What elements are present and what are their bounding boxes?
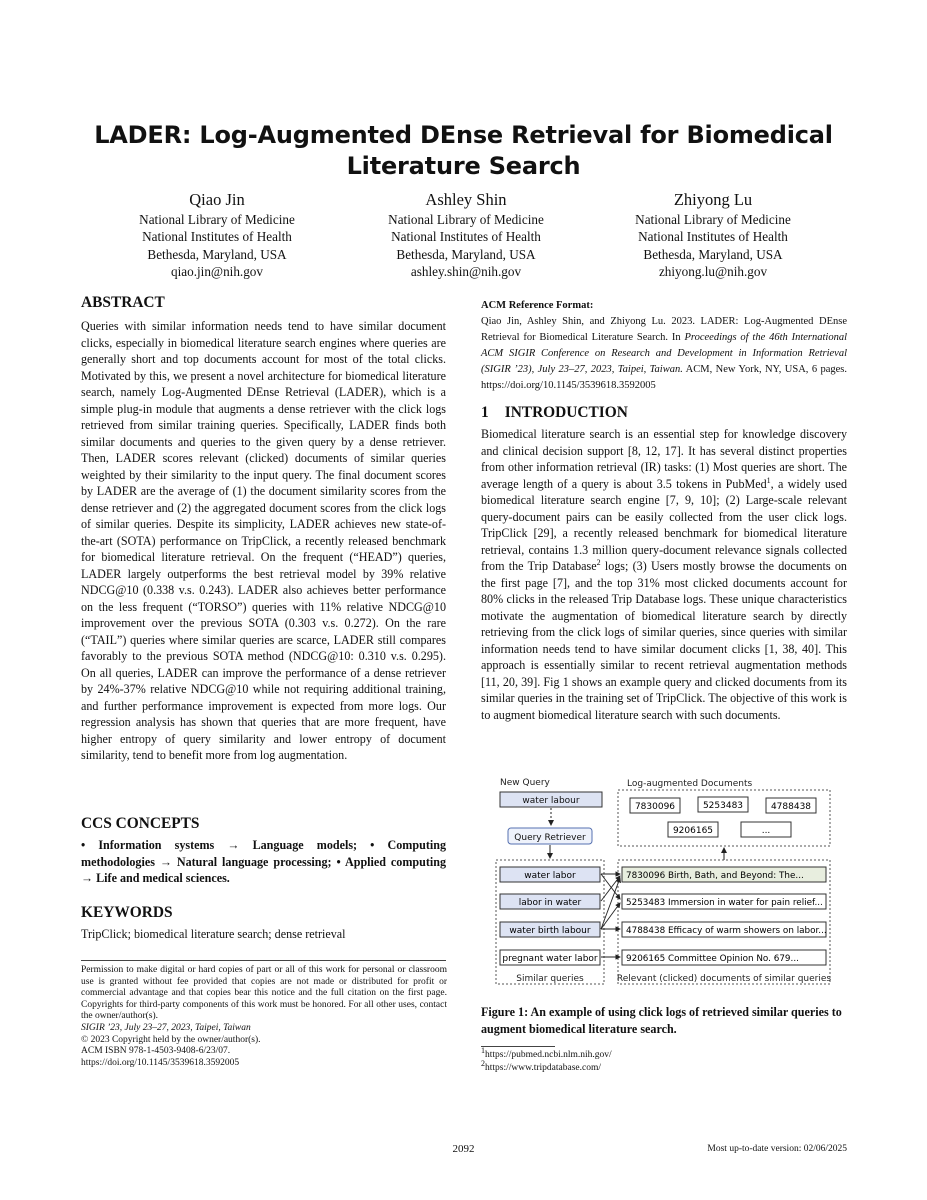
author-location: Bethesda, Maryland, USA bbox=[147, 246, 287, 262]
relevant-doc-text: 5253483 Immersion in water for pain relief... bbox=[626, 898, 823, 908]
figure-1-diagram bbox=[490, 772, 838, 992]
copyright-line: © 2023 Copyright held by the owner/author(s). bbox=[81, 1034, 261, 1045]
acm-reference-doi: ACM, New York, NY, USA, 6 pages. https://doi.org/10.1145/3539618.3592005 bbox=[481, 364, 847, 391]
footnote-1 bbox=[481, 1045, 612, 1062]
log-doc-id: 9206165 bbox=[672, 826, 714, 836]
relevant-doc-text: 4788438 Efficacy of warm showers on labor... bbox=[626, 926, 827, 936]
acm-reference-text bbox=[481, 314, 847, 394]
log-doc-id: 5253483 bbox=[702, 801, 744, 811]
acm-reference-authors: Qiao Jin, Ashley Shin, and Zhiyong Lu. 2023. LADER: Log-Augmented DEnse Retrieval for Biomedical Literature Search. In bbox=[481, 316, 847, 343]
intro-part-1: Biomedical literature search is an essential step for knowledge discovery and clinical decision support [8, 12, 17]. It has several distinct properties from other information retrieval (IR) tasks: (1) Most queries are short. The average length of a query is about 3.5 tokens in PubMed bbox=[481, 427, 847, 491]
intro-text bbox=[481, 426, 847, 723]
footnote-mark: 1 bbox=[766, 475, 771, 485]
footnote-2-url[interactable]: https://www.tripdatabase.com/ bbox=[485, 1063, 601, 1073]
acm-reference-heading: ACM Reference Format: bbox=[481, 300, 594, 311]
intro-heading bbox=[481, 404, 628, 422]
author-affiliation: National Institutes of Health bbox=[638, 229, 788, 245]
acm-reference-venue: Proceedings of the 46th International ACM SIGIR Conference on Research and Development in Information Retrieval (SIGIR ’23), July 23–27, 2023, Taipei, Taiwan. bbox=[481, 332, 847, 375]
ccs-concepts: • Information systems → Language models; • Computing methodologies → Natural language processing; • Applied computing → Life and medical sciences. bbox=[81, 838, 446, 885]
permission-divider bbox=[81, 960, 446, 961]
paper-title bbox=[80, 120, 847, 182]
footnote-mark: 2 bbox=[596, 557, 601, 567]
author-email: qiao.jin@nih.gov bbox=[171, 263, 263, 279]
acm-reference bbox=[481, 298, 847, 394]
abstract-heading: ABSTRACT bbox=[81, 294, 165, 311]
footnote-1-mark: 1 bbox=[481, 1045, 485, 1055]
log-docs-label: Log-augmented Documents bbox=[627, 779, 753, 789]
author-affiliation: National Library of Medicine bbox=[635, 212, 791, 227]
author-affiliation: National Library of Medicine bbox=[388, 212, 544, 227]
permission-text: Permission to make digital or hard copies of part or all of this work for personal or classroom use is granted without fee provided that copies are not made or distributed for profit or commercial advantage and that copies bear this notice and the full citation on the first page. Copyrights for third-party components of this work must be honored. For all other uses, contact the owner/author(s). bbox=[81, 965, 447, 1022]
author-affiliation: National Institutes of Health bbox=[391, 229, 541, 245]
keywords-text: TripClick; biomedical literature search; dense retrieval bbox=[81, 927, 346, 941]
relevant-docs-label: Relevant (clicked) documents of similar queries bbox=[616, 974, 832, 984]
conference-line: SIGIR ’23, July 23–27, 2023, Taipei, Taiwan bbox=[81, 1022, 251, 1033]
author-block-2 bbox=[346, 189, 586, 280]
ccs-heading: CCS CONCEPTS bbox=[81, 815, 200, 832]
title-line-1: LADER: Log-Augmented DEnse Retrieval for Biomedical bbox=[94, 121, 833, 149]
relevant-doc-text: 9206165 Committee Opinion No. 679... bbox=[626, 954, 799, 964]
log-doc-ellipsis: ... bbox=[761, 826, 771, 836]
page-number: 2092 bbox=[452, 1143, 475, 1155]
figure-caption: Figure 1: An example of using click logs of retrieved similar queries to augment biomedical literature search. bbox=[481, 1005, 842, 1036]
permission-block bbox=[81, 965, 447, 1069]
similar-queries-label: Similar queries bbox=[516, 974, 584, 984]
author-name: Qiao Jin bbox=[189, 190, 245, 209]
footnote-2 bbox=[481, 1058, 601, 1075]
similar-query-text: water labor bbox=[524, 871, 576, 881]
similar-query-text: pregnant water labor bbox=[502, 954, 598, 964]
isbn-line: ACM ISBN 978-1-4503-9408-6/23/07. bbox=[81, 1046, 231, 1057]
author-location: Bethesda, Maryland, USA bbox=[643, 246, 783, 262]
version-note: Most up-to-date version: 02/06/2025 bbox=[707, 1144, 847, 1154]
author-name: Ashley Shin bbox=[425, 190, 507, 209]
author-block-1 bbox=[97, 189, 337, 280]
log-doc-id: 7830096 bbox=[634, 802, 676, 812]
new-query-text: water labour bbox=[522, 796, 580, 806]
footnote-divider bbox=[481, 1046, 555, 1047]
doi-line: https://doi.org/10.1145/3539618.3592005 bbox=[81, 1057, 240, 1068]
new-query-label: New Query bbox=[500, 778, 550, 788]
footnote-1-url[interactable]: https://pubmed.ncbi.nlm.nih.gov/ bbox=[485, 1050, 612, 1060]
author-affiliation: National Library of Medicine bbox=[139, 212, 295, 227]
intro-part-2: , a widely used biomedical literature search engine [7, 9, 10]; (2) Large-scale relevant query-document pairs can be easily collected from the user click logs. TripClick [29], a recently released benchmark for biomedical literature retrieval, contains 1.3 million query-document relevance signals collected from the Trip Database bbox=[481, 476, 847, 573]
section-number: 1 bbox=[481, 404, 489, 421]
author-name: Zhiyong Lu bbox=[673, 190, 753, 209]
query-retriever-text: Query Retriever bbox=[514, 833, 586, 843]
footnote-2-mark: 2 bbox=[481, 1058, 485, 1068]
author-location: Bethesda, Maryland, USA bbox=[396, 246, 536, 262]
intro-part-3: logs; (3) Users mostly browse the documents on the first page [7], and the top 31% most clicked documents account for 80% clicks in the released Trip Database logs. These unique characteristics motivate the augmentation of biomedical literature search by directly retrieving from the click logs of similar queries, since queries with similar information needs tend to have similar document clicks [1, 38, 40]. This approach is essentially similar to recent retrieval augmentation methods [11, 20, 39]. Fig 1 shows an example query and clicked documents from its similar queries in the training set of TripClick. The objective of this work is to augment biomedical literature search with such documents. bbox=[481, 559, 847, 722]
similar-query-text: labor in water bbox=[518, 898, 582, 908]
log-doc-id: 4788438 bbox=[770, 802, 812, 812]
author-email: ashley.shin@nih.gov bbox=[410, 263, 522, 279]
section-title: INTRODUCTION bbox=[504, 404, 628, 421]
author-block-3 bbox=[593, 189, 833, 280]
title-line-2: Literature Search bbox=[346, 152, 581, 180]
abstract-text: Queries with similar information needs tend to have similar document clicks, especially in biomedical literature search engines where queries are generally short and top documents account for most of the total clicks. Motivated by this, we present a novel architecture for biomedical literature search, namely Log-Augmented DEnse Retrieval (LADER), which is a simple plug-in module that augments a dense retriever with the click logs retrieved from similar training queries. Specifically, LADER finds both similar documents and queries to the given query by a dense retriever. Then, LADER scores relevant (clicked) documents of similar queries weighted by their similarity to the input query. The final document scores by LADER are the average of (1) the document similarity scores from the dense retriever and (2) the aggregated document scores from the click logs of similar queries. Despite its simplicity, LADER achieves new state-of-the-art (SOTA) performance on TripClick, a recently released benchmark for biomedical literature retrieval. On the frequent (“HEAD”) queries, LADER largely outperforms the best retrieval model by 39% relative NDCG@10 (0.338 v.s. 0.243). LADER also achieves better performance on the less frequent (“TORSO”) queries with 11% relative NDCG@10 improvement over the previous SOTA (0.303 v.s. 0.272). On the rare (“TAIL”) queries where similar queries are scarce, LADER still compares favorably to the previous SOTA method (NDCG@10: 0.310 v.s. 0.295). On all queries, LADER can improve the performance of a dense retriever by 24%-37% relative NDCG@10 while not requiring additional training, and further performance improvement is expected from more logs. Our regression analysis has shown that queries that are more frequent, have higher entropy of query similarity and lower entropy of document similarity, tend to benefit more from log augmentation. bbox=[81, 319, 446, 762]
author-email: zhiyong.lu@nih.gov bbox=[658, 263, 768, 279]
similar-query-text: water birth labour bbox=[509, 926, 591, 936]
author-affiliation: National Institutes of Health bbox=[142, 229, 292, 245]
relevant-doc-text: 7830096 Birth, Bath, and Beyond: The... bbox=[626, 871, 804, 881]
keywords-heading: KEYWORDS bbox=[81, 904, 173, 921]
